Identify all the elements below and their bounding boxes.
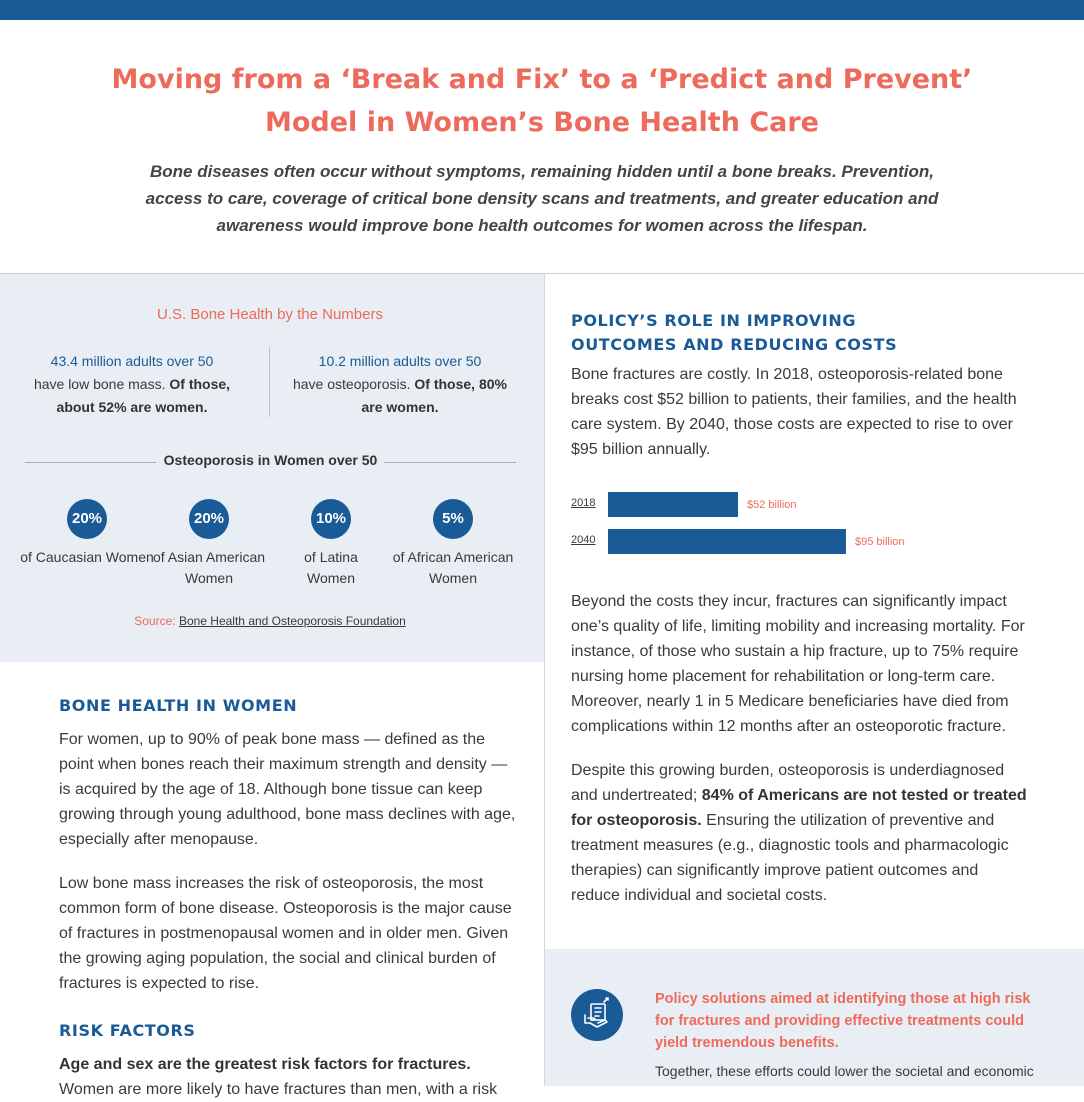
title-line-1: Moving from a ‘Break and Fix’ to a ‘Predict and Prevent’: [111, 64, 973, 95]
group-label-latina: of Latina Women: [304, 549, 358, 586]
pct-circle-caucasian: 20%: [67, 499, 107, 539]
bar-year-label: 2040: [571, 534, 596, 546]
top-banner: [0, 0, 1084, 20]
callout-heading: Policy solutions aimed at identifying those at high risk for fractures and providing effective treatments could yield tremendous benefits.: [655, 991, 1031, 1051]
group-label-asian-american: of Asian American Women: [152, 549, 266, 586]
osteoporosis-subheading: [25, 452, 516, 472]
stat-text: have low bone mass.: [33, 376, 166, 392]
stat-low-bone-mass: [17, 350, 247, 419]
risk-factors-paragraph: [59, 1052, 519, 1102]
intro-paragraph: Bone diseases often occur without symptoms, remaining hidden until a bone breaks. Prevention, access to care, coverage of critical bone density scans and treatments, and greater education and awareness would improve bone health outcomes for women across the lifespan.: [145, 162, 939, 235]
stat-highlight: 10.2 million adults over 50: [318, 353, 482, 369]
risk-factors-heading: RISK FACTORS: [59, 1021, 196, 1040]
pct-circle-asian-american: 20%: [189, 499, 229, 539]
health-policy-icon: [571, 989, 623, 1041]
pct-circle-african-american: 5%: [433, 499, 473, 539]
bar-value-label: $95 billion: [855, 536, 905, 548]
risk-factors-text: Women are more likely to have fractures than men, with a risk: [59, 1081, 498, 1098]
bar-value-label: $52 billion: [747, 499, 797, 511]
source-link[interactable]: Bone Health and Osteoporosis Foundation: [178, 614, 406, 628]
policy-p3-end: Ensuring the utilization of preventive and treatment measures (e.g., diagnostic tools and pharmacologic therapies) can significantly improve patient outcomes and reduce individual and societal costs.: [571, 812, 1009, 904]
callout-body: Together, these efforts could lower the societal and economic: [655, 1063, 1034, 1079]
bar-year-label: 2018: [571, 497, 596, 509]
stat-osteoporosis: [285, 350, 515, 419]
bone-health-paragraph-1: For women, up to 90% of peak bone mass — defined as the point when bones reach their maximum strength and density — is acquired by the age of 18. Although bone tissue can keep growing through young adulthood, bone mass declines with age, especially after menopause.: [59, 731, 516, 848]
stats-panel: [0, 274, 544, 662]
policy-heading-line-2: OUTCOMES AND REDUCING COSTS: [571, 335, 898, 354]
stat-bold: Of those, about 52% are women.: [56, 376, 231, 415]
policy-paragraph-1: Bone fractures are costly. In 2018, osteoporosis-related bone breaks cost $52 billion to patients, their families, and the health care system. By 2040, those costs are expected to rise to over $95 billion annually.: [571, 366, 1017, 458]
bone-health-paragraph-2: Low bone mass increases the risk of osteoporosis, the most common form of bone disease. Osteoporosis is the major cause of fractures in postmenopausal women and in older men. Given the growing aging population, the social and clinical burden of fractures is expected to rise.: [59, 875, 512, 992]
stats-title: U.S. Bone Health by the Numbers: [157, 306, 383, 323]
page-title: [0, 58, 1084, 144]
title-line-2: Model in Women’s Bone Health Care: [265, 107, 819, 138]
policy-callout: [545, 949, 1084, 1086]
policy-p3-bold: 84% of Americans are not tested or treated for osteoporosis.: [571, 787, 1027, 829]
source-label: Source:: [134, 614, 176, 628]
risk-factors-bold: Age and sex are the greatest risk factors for fractures.: [59, 1056, 471, 1073]
pct-circle-latina: 10%: [311, 499, 351, 539]
policy-heading-line-1: POLICY’S ROLE IN IMPROVING: [571, 311, 857, 330]
group-label-african-american: of African American Women: [392, 549, 514, 586]
stat-highlight: 43.4 million adults over 50: [50, 353, 214, 369]
group-label-caucasian: of Caucasian Women: [20, 549, 154, 565]
policy-paragraph-2: Beyond the costs they incur, fractures can significantly impact one’s quality of life, limiting mobility and increasing mortality. For instance, of those who sustain a hip fracture, up to 75% require nursing home placement for rehabilitation or long-term care. Moreover, nearly 1 in 5 Medicare beneficiaries have died from complications within 12 months after an osteoporotic fracture.: [571, 593, 1025, 735]
policy-p3-start: Despite this growing burden, osteoporosis is underdiagnosed and undertreated;: [571, 762, 1005, 804]
bone-health-heading: BONE HEALTH IN WOMEN: [59, 696, 298, 715]
subheading-text: Osteoporosis in Women over 50: [163, 452, 378, 468]
policy-heading: [571, 309, 991, 357]
stat-text: have osteoporosis.: [292, 376, 411, 392]
bar-2018: [608, 492, 738, 517]
source-citation: [0, 614, 540, 628]
stat-bold: Of those, 80% are women.: [361, 376, 507, 415]
policy-paragraph-3: [571, 758, 1031, 908]
stat-divider: [269, 347, 270, 417]
bar-2040: [608, 529, 846, 554]
